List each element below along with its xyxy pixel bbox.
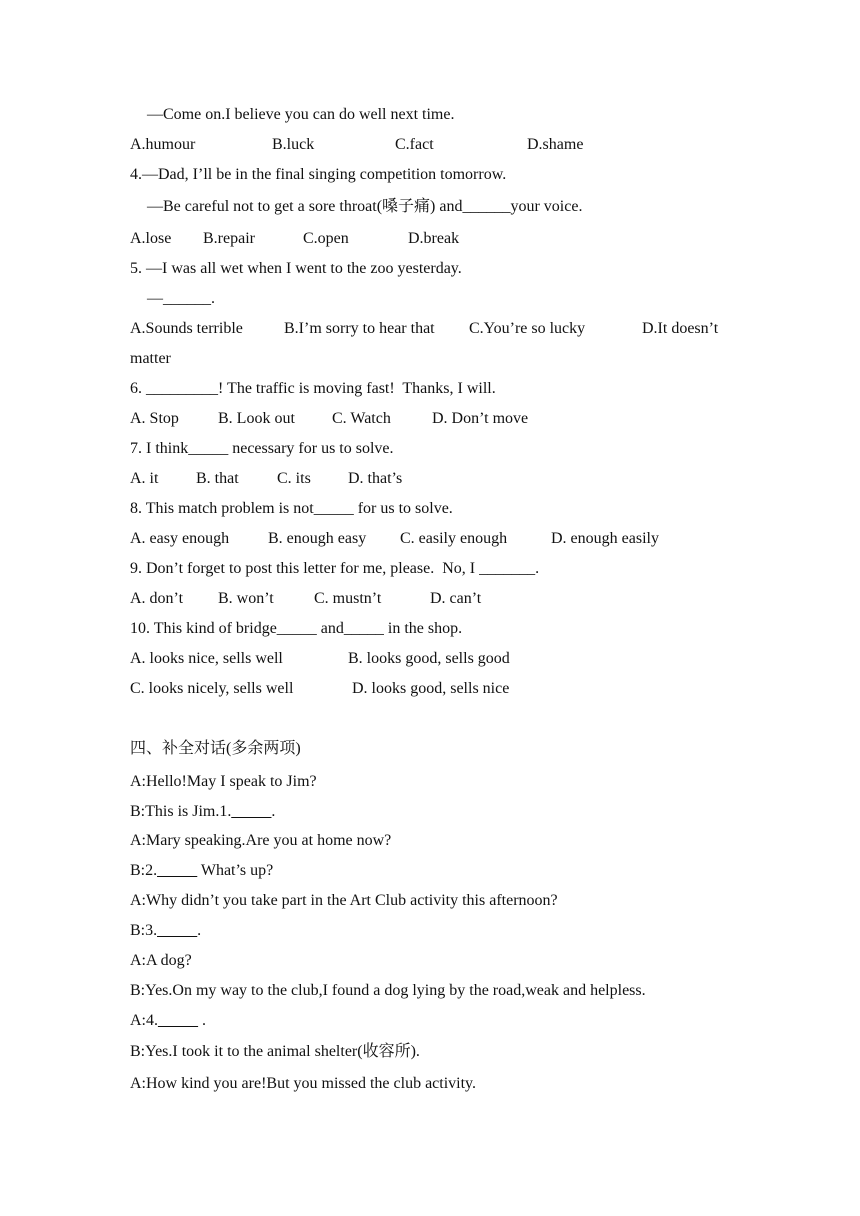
dialogue-line: B:3._____. — [130, 922, 202, 939]
dialogue-line: A:How kind you are!But you missed the club activity. — [130, 1075, 477, 1092]
q5-option-d: D.It doesn’t — [642, 320, 719, 337]
q5-reply-dash: — — [147, 290, 163, 307]
q10-option-b: B. looks good, sells good — [348, 650, 510, 667]
dialogue-line: A:Hello!May I speak to Jim? — [130, 773, 317, 790]
q8-option-b: B. enough easy — [268, 530, 367, 547]
q6-option-d: D. Don’t move — [432, 410, 529, 427]
q4-reply-a: —Be careful not to get a sore throat(嗓子痛) and — [147, 198, 463, 215]
dialogue-line: A:Why didn’t you take part in the Art Club activity this afternoon? — [130, 892, 558, 909]
q5-option-c: C.You’re so lucky — [469, 320, 586, 337]
q7-option-b: B. that — [196, 470, 239, 487]
dialogue-line: A:A dog? — [130, 952, 192, 969]
q5-option-a: A.Sounds terrible — [130, 320, 243, 337]
answer-blank: _____ — [158, 1012, 198, 1029]
q4-option-c: C.open — [303, 230, 349, 247]
answer-blank: _____ — [157, 922, 198, 939]
q3-option-b: B.luck — [272, 136, 315, 153]
q3-option-c: C.fact — [395, 136, 434, 153]
q10-option-a: A. looks nice, sells well — [130, 650, 283, 667]
q9-option-c: C. mustn’t — [314, 590, 382, 607]
q4-reply — [147, 197, 582, 217]
q9-option-a: A. don’t — [130, 590, 184, 607]
q7-stem: 7. I think_____ necessary for us to solve. — [130, 440, 394, 457]
q9-option-d: D. can’t — [430, 590, 482, 607]
q6-option-c: C. Watch — [332, 410, 391, 427]
q7-option-d: D. that’s — [348, 470, 403, 487]
q8-option-d: D. enough easily — [551, 530, 659, 547]
q5-stem: 5. —I was all wet when I went to the zoo yesterday. — [130, 260, 462, 277]
q9-stem: 9. Don’t forget to post this letter for me, please. No, I _______. — [130, 560, 540, 577]
q10-stem: 10. This kind of bridge_____ and_____ in the shop. — [130, 620, 463, 637]
q5-option-b: B.I’m sorry to hear that — [284, 320, 435, 337]
q6-option-b: B. Look out — [218, 410, 295, 427]
dialogue-line: A:Mary speaking.Are you at home now? — [130, 832, 392, 849]
q6-option-a: A. Stop — [130, 410, 179, 427]
q7-option-a: A. it — [130, 470, 159, 487]
answer-blank: _____ — [231, 803, 272, 820]
dialogue-line: B:This is Jim.1._____. — [130, 803, 276, 820]
dialogue-line: B:Yes.I took it to the animal shelter(收容所). — [130, 1043, 420, 1060]
q5-reply — [147, 289, 215, 309]
q3-option-a: A.humour — [130, 136, 196, 153]
q10-option-d: D. looks good, sells nice — [352, 680, 510, 697]
q8-option-c: C. easily enough — [400, 530, 508, 547]
q4-option-a: A.lose — [130, 230, 172, 247]
q7-option-c: C. its — [277, 470, 311, 487]
section-heading: 四、补全对话(多余两项) — [130, 740, 301, 757]
q4-option-b: B.repair — [203, 230, 255, 247]
q4-blank: ______ — [462, 198, 511, 215]
answer-blank: _____ — [157, 862, 198, 879]
q4-stem: 4.—Dad, I’ll be in the final singing competition tomorrow. — [130, 166, 507, 183]
dialogue-line: B:2._____ What’s up? — [130, 862, 274, 879]
dialogue-line: A:4._____ . — [130, 1012, 206, 1029]
q6-stem: 6. _________! The traffic is moving fast! Thanks, I will. — [130, 380, 496, 397]
q5-option-wrap: matter — [130, 350, 171, 367]
q5-blank: ______ — [163, 290, 211, 307]
q8-stem: 8. This match problem is not_____ for us to solve. — [130, 500, 453, 517]
q4-reply-b: your voice. — [510, 198, 583, 215]
q8-option-a: A. easy enough — [130, 530, 230, 547]
q3-option-d: D.shame — [527, 136, 584, 153]
q4-option-d: D.break — [408, 230, 460, 247]
q9-option-b: B. won’t — [218, 590, 274, 607]
q3-reply: —Come on.I believe you can do well next time. — [147, 106, 455, 123]
q5-reply-end: . — [211, 290, 215, 307]
dialogue-line: B:Yes.On my way to the club,I found a dog lying by the road,weak and helpless. — [130, 982, 646, 999]
q10-option-c: C. looks nicely, sells well — [130, 680, 294, 697]
